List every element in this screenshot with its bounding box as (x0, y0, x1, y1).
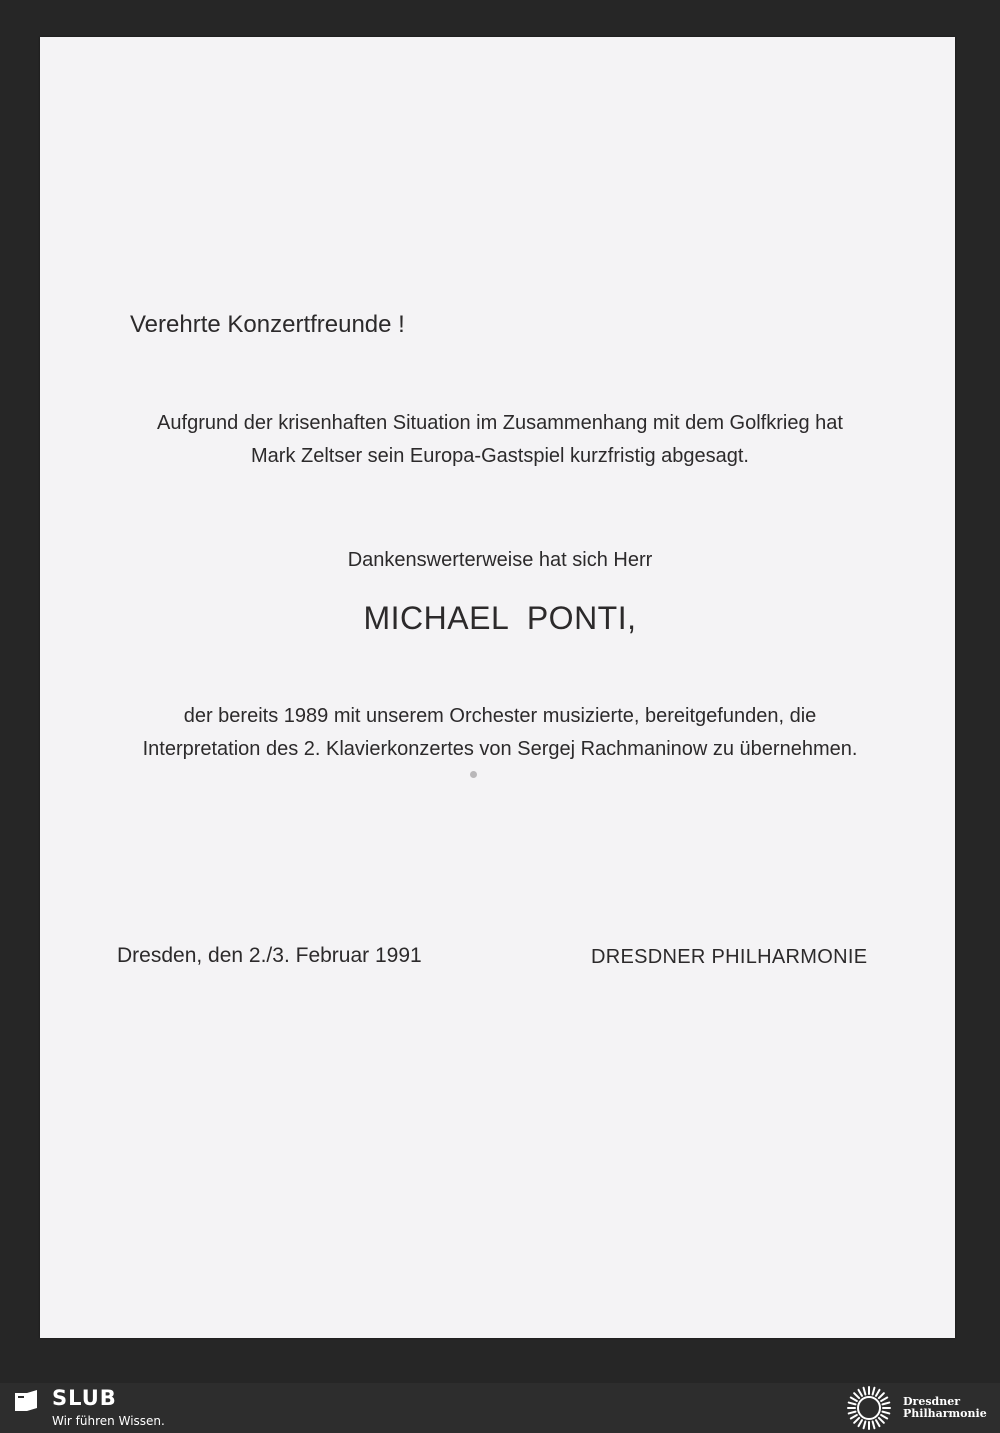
sunburst-ray (851, 1415, 857, 1419)
philharmonie-wordmark (903, 1396, 987, 1420)
sunburst-ray (849, 1412, 856, 1414)
sender-signature: DRESDNER PHILHARMONIE (591, 946, 868, 968)
philharmonie-line: Philharmonie (903, 1407, 987, 1420)
paper-speck (470, 771, 477, 778)
sunburst-ray (864, 1388, 866, 1395)
thanks-line: Dankenswerterweise hat sich Herr (347, 549, 653, 571)
sunburst-ray (881, 1398, 887, 1402)
salutation: Verehrte Konzertfreunde ! (130, 311, 405, 338)
paragraph-line: Mark Zeltser sein Europa-Gastspiel kurzfristig abgesagt. (251, 445, 749, 467)
sunburst-ray (849, 1403, 856, 1405)
sunburst-ray (851, 1398, 857, 1402)
paragraph-line: Aufgrund der krisenhaften Situation im Zusammenhang mit dem Golfkrieg hat (157, 412, 843, 434)
sunburst-ray (879, 1393, 884, 1398)
replacement-paragraph (60, 700, 940, 766)
sunburst-ray (873, 1388, 875, 1395)
sunburst-ray (859, 1420, 863, 1426)
book-icon (12, 1387, 40, 1415)
paragraph-line: Interpretation des 2. Klavierkonzertes von Sergej Rachmaninow zu übernehmen. (142, 738, 858, 760)
soloist-name: MICHAEL PONTI, (363, 600, 637, 636)
sunburst-ray (876, 1390, 880, 1396)
sunburst-ray (854, 1418, 859, 1423)
sunburst-ray (864, 1422, 866, 1429)
sunburst-ray (883, 1403, 890, 1405)
sunburst-ray (879, 1418, 884, 1423)
footer-bar (0, 1383, 1000, 1433)
sunburst-logo-icon (842, 1385, 896, 1431)
place-and-date: Dresden, den 2./3. Februar 1991 (117, 944, 422, 967)
letter-page (40, 37, 955, 1338)
slub-slogan: Wir führen Wissen. (52, 1414, 165, 1428)
sunburst-ray (876, 1420, 880, 1426)
sunburst-ray (883, 1412, 890, 1414)
slub-wordmark: SLUB (52, 1386, 117, 1410)
sunburst-ray (854, 1393, 859, 1398)
sunburst-ray (859, 1390, 863, 1396)
cancellation-paragraph (60, 407, 940, 473)
sunburst-ray (881, 1415, 887, 1419)
philharmonie-line: Dresdner (903, 1395, 961, 1408)
sunburst-ray (873, 1422, 875, 1429)
paragraph-line: der bereits 1989 mit unserem Orchester musizierte, bereitgefunden, die (183, 705, 817, 727)
